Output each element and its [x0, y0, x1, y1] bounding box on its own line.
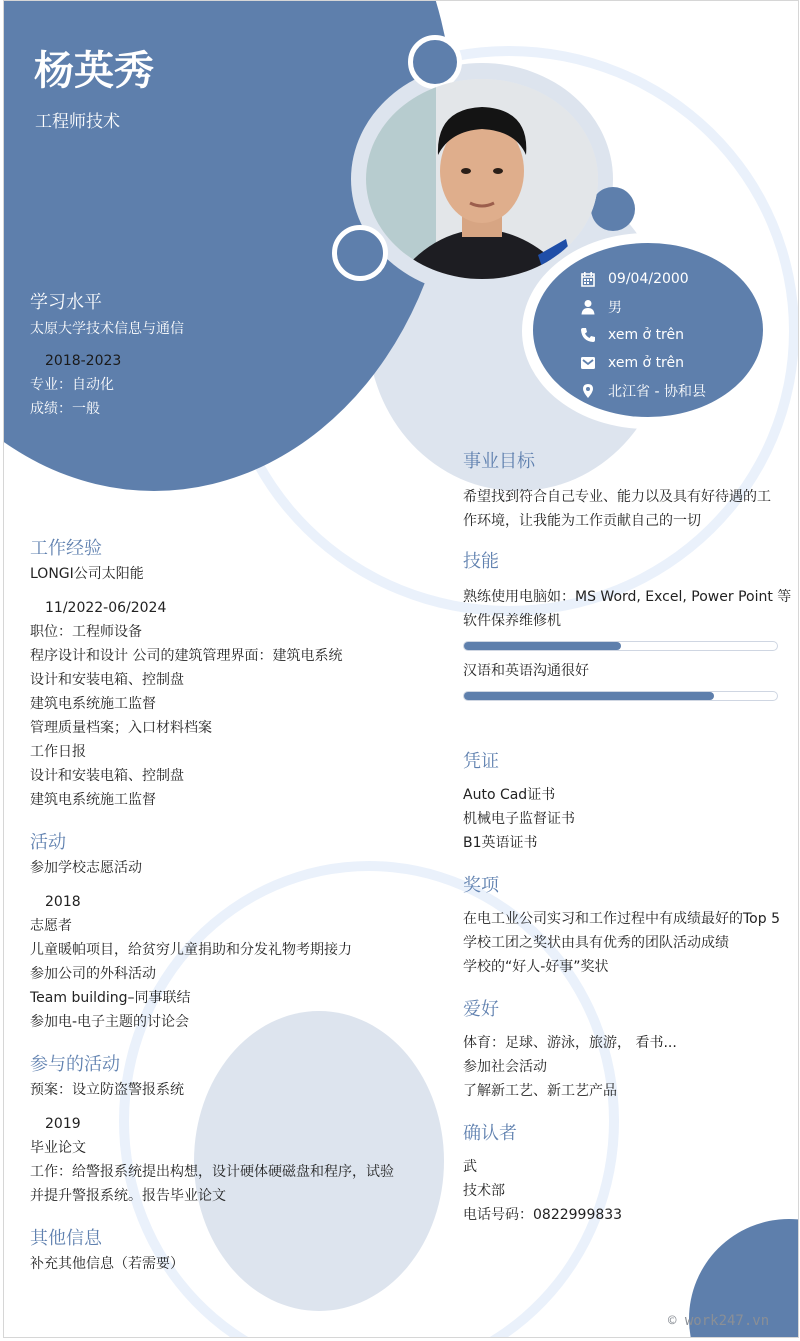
- hobby-1: 体育：足球、游泳，旅游， 看书...: [463, 1035, 677, 1051]
- activities-year: 2018: [45, 894, 81, 910]
- award-2: 学校工团之奖状由具有优秀的团队活动成绩: [463, 935, 729, 951]
- experience-role: 职位：工程师设备: [30, 624, 142, 640]
- skills-title: 技能: [463, 551, 499, 572]
- projects-detail-2: 并提升警报系统。报告毕业论文: [30, 1188, 226, 1204]
- experience-detail-4: 管理质量档案；入口材料档案: [30, 720, 212, 736]
- contact-phone: [580, 321, 706, 349]
- watermark: © work247.vn: [668, 1313, 770, 1329]
- skill-1-line-2: 软件保养维修机: [463, 613, 561, 629]
- map-pin-icon: [580, 383, 596, 399]
- certificate-1: Auto Cad证书: [463, 787, 556, 803]
- experience-detail-7: 建筑电系统施工监督: [30, 792, 156, 808]
- reference-3: 电话号码：0822999833: [463, 1207, 623, 1223]
- reference-title: 确认者: [463, 1123, 517, 1144]
- projects-year: 2019: [45, 1116, 81, 1132]
- projects-title: 参与的活动: [30, 1054, 120, 1075]
- activities-role: 志愿者: [30, 918, 72, 934]
- phone-icon: [580, 327, 596, 343]
- hobby-3: 了解新工艺、新工艺产品: [463, 1083, 617, 1099]
- experience-title: 工作经验: [30, 538, 102, 559]
- awards-title: 奖项: [463, 875, 499, 896]
- right-column: [463, 449, 792, 1227]
- skill-2-bar: [463, 691, 778, 701]
- certificate-2: 机械电子监督证书: [463, 811, 575, 827]
- experience-detail-1: 程序设计和设计 公司的建筑管理界面：建筑电系统: [30, 648, 343, 664]
- experience-detail-6: 设计和安装电箱、控制盘: [30, 768, 184, 784]
- contact-list: [580, 265, 706, 405]
- activities-name: 参加学校志愿活动: [30, 860, 142, 876]
- education-grade: 成绩：一般: [30, 401, 100, 417]
- projects-role: 毕业论文: [30, 1140, 86, 1156]
- full-name: 杨英秀: [34, 48, 154, 94]
- job-title: 工程师技术: [35, 112, 120, 132]
- phone-text: xem ở trên: [608, 327, 684, 343]
- experience-detail-2: 设计和安装电箱、控制盘: [30, 672, 184, 688]
- career-goal-line-2: 作环境，让我能为工作贡献自己的一切: [463, 513, 701, 529]
- deco-circle-3: [591, 187, 635, 231]
- contact-birthday: [580, 265, 706, 293]
- envelope-icon: [580, 355, 596, 371]
- reference-2: 技术部: [463, 1183, 505, 1199]
- education-title: 学习水平: [30, 292, 102, 313]
- contact-address: [580, 377, 706, 405]
- hobby-2: 参加社会活动: [463, 1059, 547, 1075]
- deco-circle-2: [332, 225, 388, 281]
- career-goal-title: 事业目标: [463, 451, 535, 472]
- other-text: 补充其他信息（若需要）: [30, 1256, 184, 1272]
- projects-detail-1: 工作：给警报系统提出构想，设计硬体硬磁盘和程序，试验: [30, 1164, 394, 1180]
- left-column: [30, 536, 430, 1276]
- education-years: 2018-2023: [45, 353, 122, 369]
- experience-detail-5: 工作日报: [30, 744, 86, 760]
- user-icon: [580, 299, 596, 315]
- certificate-3: B1英语证书: [463, 835, 538, 851]
- projects-name: 预案：设立防盗警报系统: [30, 1082, 184, 1098]
- address-text: 北江省 - 协和县: [608, 384, 706, 400]
- skill-2-bar-fill: [464, 692, 714, 700]
- activities-detail-1: 儿童暖帕项目，给贫穷儿童捐助和分发礼物考期接力: [30, 942, 352, 958]
- resume-page: [3, 0, 799, 1338]
- education-section: [30, 289, 184, 421]
- activities-detail-3: Team building–同事联结: [30, 990, 191, 1006]
- skill-1-line-1: 熟练使用电脑如：MS Word, Excel, Power Point 等: [463, 589, 792, 605]
- experience-company: LONGI公司太阳能: [30, 566, 144, 582]
- activities-detail-4: 参加电-电子主题的讨论会: [30, 1014, 190, 1030]
- skill-2-line-1: 汉语和英语沟通很好: [463, 663, 589, 679]
- activities-title: 活动: [30, 832, 66, 853]
- award-3: 学校的“好人-好事”奖状: [463, 959, 609, 975]
- award-1: 在电工业公司实习和工作过程中有成绩最好的Top 5: [463, 911, 780, 927]
- skill-1-bar-fill: [464, 642, 621, 650]
- experience-detail-3: 建筑电系统施工监督: [30, 696, 156, 712]
- gender-text: 男: [608, 300, 622, 316]
- profile-photo: [366, 79, 598, 279]
- education-school: 太原大学技术信息与通信: [30, 321, 184, 337]
- certificates-title: 凭证: [463, 751, 499, 772]
- reference-1: 武: [463, 1159, 477, 1175]
- birthday-text: 09/04/2000: [608, 271, 689, 287]
- hobbies-title: 爱好: [463, 999, 499, 1020]
- experience-period: 11/2022-06/2024: [45, 600, 167, 616]
- other-title: 其他信息: [30, 1228, 102, 1249]
- education-major: 专业：自动化: [30, 377, 114, 393]
- email-text: xem ở trên: [608, 355, 684, 371]
- skill-1-bar: [463, 641, 778, 651]
- calendar-icon: [580, 271, 596, 287]
- contact-email: [580, 349, 706, 377]
- contact-gender: [580, 293, 706, 321]
- activities-detail-2: 参加公司的外科活动: [30, 966, 156, 982]
- career-goal-line-1: 希望找到符合自己专业、能力以及具有好待遇的工: [463, 489, 771, 505]
